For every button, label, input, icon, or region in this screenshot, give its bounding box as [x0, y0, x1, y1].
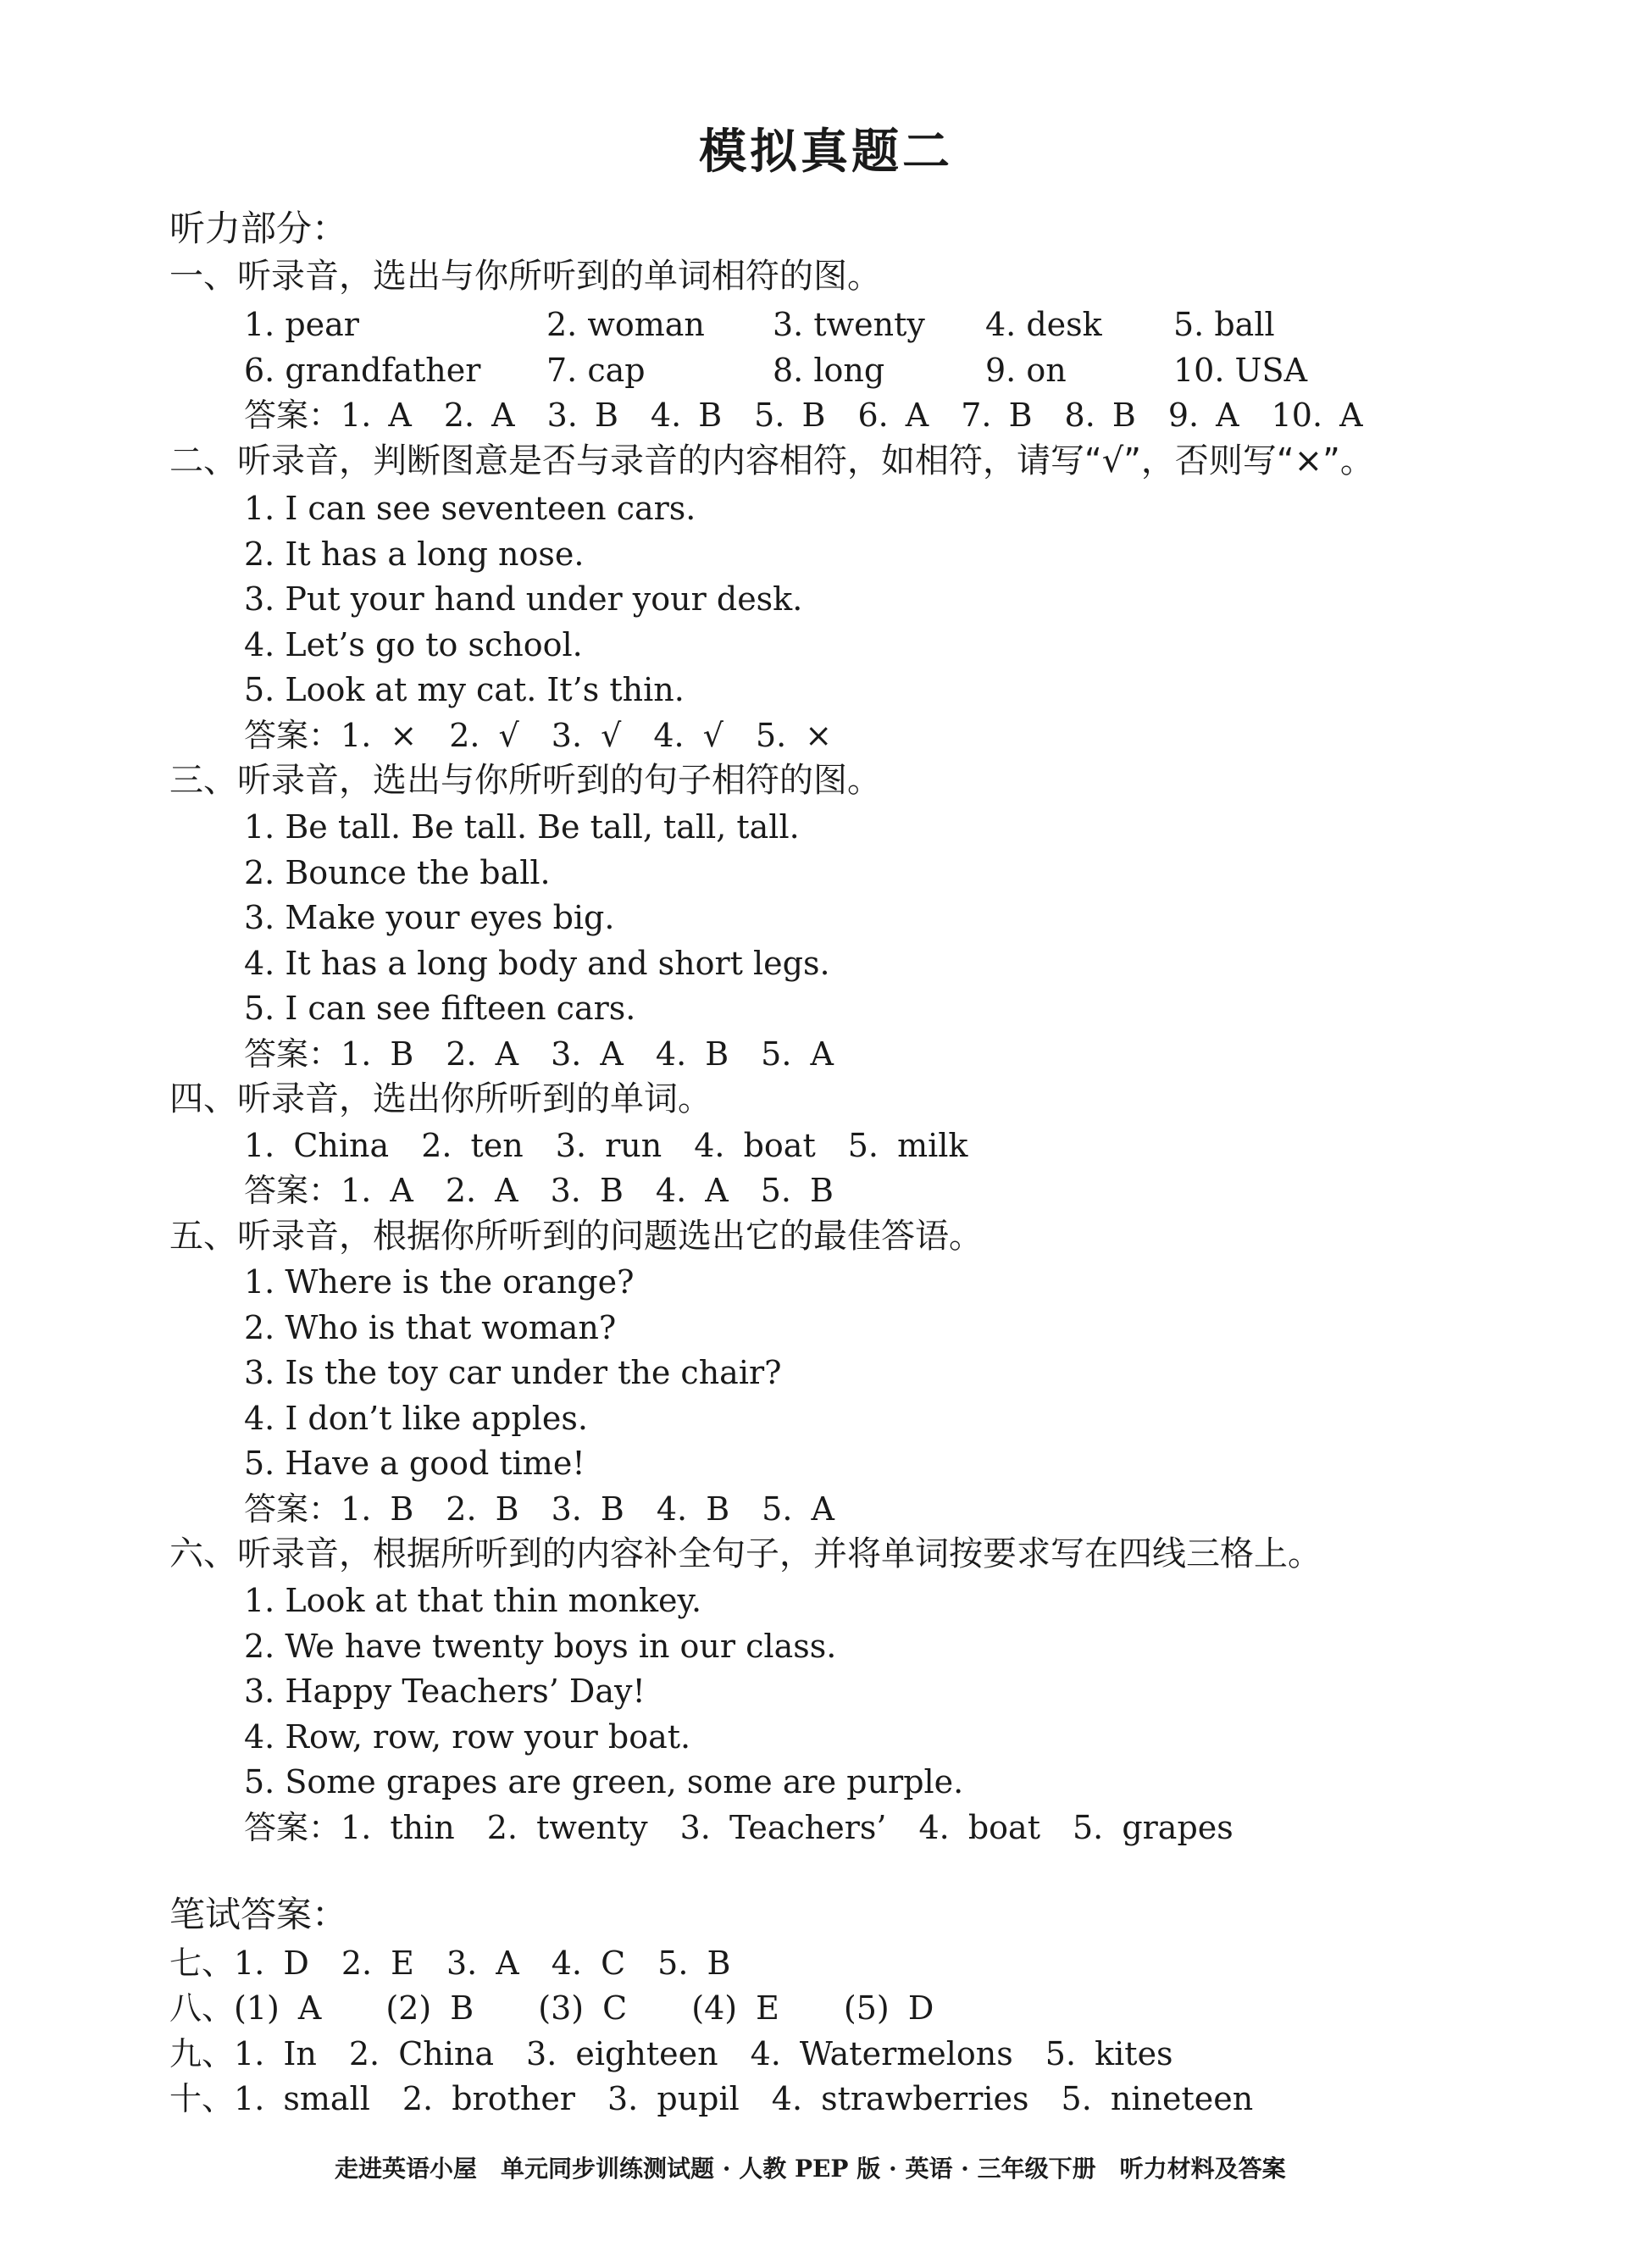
- section-label: 九、: [169, 2035, 235, 2072]
- section-4-heading: 四、听录音，选出你所听到的单词。: [169, 1079, 712, 1118]
- s3-item-2: 2. Bounce the ball.: [244, 854, 551, 891]
- answer: 5. grapes: [1072, 1809, 1233, 1846]
- section-label: 七、: [169, 1945, 235, 1982]
- s1-word-1: 1. pear: [244, 306, 359, 343]
- answer: 3. B: [551, 1490, 624, 1528]
- answer-label: 答案：: [244, 1809, 341, 1846]
- answer: 1. D: [234, 1945, 309, 1982]
- s5-answer-line: [244, 1489, 834, 1529]
- s6-item-1: 1. Look at that thin monkey.: [244, 1582, 702, 1619]
- answer: 3. Teachers’: [679, 1809, 887, 1846]
- answer: 1. A: [341, 397, 412, 434]
- answer: 5. A: [762, 1490, 834, 1528]
- s4-answer-line: [244, 1170, 834, 1211]
- answer: 2. E: [341, 1945, 414, 1982]
- word: 5. milk: [847, 1127, 968, 1164]
- s6-item-2: 2. We have twenty boys in our class.: [244, 1628, 837, 1665]
- answer: 5. ×: [755, 717, 833, 754]
- word: 2. ten: [421, 1127, 524, 1164]
- s2-item-4: 4. Let’s go to school.: [244, 626, 583, 663]
- written-row-8: [169, 1988, 934, 2028]
- s1-answer-line: [244, 395, 1363, 436]
- s1-word-10: 10. USA: [1173, 352, 1308, 389]
- answer: 3. B: [546, 397, 618, 434]
- answer: 6. A: [857, 397, 929, 434]
- word: 3. run: [555, 1127, 662, 1164]
- answer: 4. C: [551, 1945, 626, 1982]
- answer: 5. B: [754, 397, 826, 434]
- s2-item-1: 1. I can see seventeen cars.: [244, 490, 696, 527]
- answer: 3. pupil: [607, 2080, 740, 2117]
- answer: 2. A: [445, 1172, 518, 1209]
- answer-label: 答案：: [244, 1035, 341, 1073]
- answer: 2. √: [449, 717, 519, 754]
- answer: 1. B: [341, 1490, 414, 1528]
- answer: 2. A: [446, 1035, 519, 1073]
- answer-label: 答案：: [244, 397, 341, 434]
- answer-label: 答案：: [244, 1172, 341, 1209]
- answer: 2. brother: [402, 2080, 575, 2117]
- answer: 3. A: [551, 1035, 624, 1073]
- answer: 4. B: [655, 1035, 729, 1073]
- answer: 1. In: [234, 2035, 317, 2072]
- answer: 5. B: [657, 1945, 731, 1982]
- s5-item-5: 5. Have a good time!: [244, 1445, 585, 1482]
- section-3-heading: 三、听录音，选出与你所听到的句子相符的图。: [169, 761, 881, 800]
- answer: 2. A: [443, 397, 515, 434]
- answer: 5. nineteen: [1061, 2080, 1254, 2117]
- answer: 3. A: [446, 1945, 519, 1982]
- answer: 2. China: [348, 2035, 495, 2072]
- s2-item-2: 2. It has a long nose.: [244, 535, 585, 573]
- answer: 4. A: [655, 1172, 729, 1209]
- s1-word-9: 9. on: [985, 352, 1067, 389]
- answer: (1) A: [234, 1989, 322, 2027]
- answer: 1. A: [341, 1172, 413, 1209]
- word: 1. China: [244, 1127, 390, 1164]
- answer: 4. B: [656, 1490, 730, 1528]
- s1-word-5: 5. ball: [1173, 306, 1275, 343]
- s6-item-5: 5. Some grapes are green, some are purple.: [244, 1763, 964, 1800]
- answer: 1. small: [234, 2080, 370, 2117]
- answer: 3. √: [551, 717, 622, 754]
- written-row-9: [169, 2033, 1173, 2074]
- section-1-heading: 一、听录音，选出与你所听到的单词相符的图。: [169, 257, 881, 296]
- s1-word-4: 4. desk: [985, 306, 1102, 343]
- answer: (4) E: [691, 1989, 779, 2027]
- s2-answer-line: [244, 715, 832, 756]
- answer: 4. strawberries: [771, 2080, 1029, 2117]
- written-heading: 笔试答案：: [169, 1894, 348, 1935]
- s5-item-2: 2. Who is that woman?: [244, 1309, 617, 1346]
- answer: 3. B: [550, 1172, 624, 1209]
- s3-item-5: 5. I can see fifteen cars.: [244, 990, 636, 1027]
- answer: 2. B: [446, 1490, 519, 1528]
- s6-item-4: 4. Row, row, row your boat.: [244, 1718, 691, 1756]
- s5-item-3: 3. Is the toy car under the chair?: [244, 1354, 782, 1391]
- section-2-heading: 二、听录音，判断图意是否与录音的内容相符，如相符，请写“√”，否则写“×”。: [169, 441, 1374, 480]
- section-label: 八、: [169, 1989, 235, 2027]
- s5-item-1: 1. Where is the orange?: [244, 1263, 635, 1301]
- section-5-heading: 五、听录音，根据你所听到的问题选出它的最佳答语。: [169, 1217, 983, 1256]
- s1-word-2: 2. woman: [546, 306, 705, 343]
- s1-word-8: 8. long: [773, 352, 885, 389]
- s3-item-4: 4. It has a long body and short legs.: [244, 945, 830, 982]
- answer: 5. B: [760, 1172, 834, 1209]
- s6-answer-line: [244, 1807, 1233, 1848]
- answer-label: 答案：: [244, 717, 341, 754]
- answer: 1. thin: [341, 1809, 455, 1846]
- s1-word-7: 7. cap: [546, 352, 646, 389]
- s2-item-5: 5. Look at my cat. It’s thin.: [244, 671, 685, 708]
- answer: 5. A: [761, 1035, 834, 1073]
- answer: 7. B: [961, 397, 1033, 434]
- section-6-heading: 六、听录音，根据所听到的内容补全句子，并将单词按要求写在四线三格上。: [169, 1534, 1322, 1573]
- s3-answer-line: [244, 1034, 834, 1074]
- answer: 4. boat: [918, 1809, 1040, 1846]
- s2-item-3: 3. Put your hand under your desk.: [244, 580, 803, 618]
- answer: 5. kites: [1045, 2035, 1173, 2072]
- answer: 2. twenty: [486, 1809, 648, 1846]
- written-row-10: [169, 2078, 1253, 2119]
- answer: 9. A: [1167, 397, 1239, 434]
- answer: 8. B: [1064, 397, 1136, 434]
- s1-word-6: 6. grandfather: [244, 352, 481, 389]
- s3-item-3: 3. Make your eyes big.: [244, 899, 615, 936]
- s5-item-4: 4. I don’t like apples.: [244, 1400, 588, 1437]
- page-title: 模拟真题二: [699, 125, 953, 180]
- word: 4. boat: [694, 1127, 816, 1164]
- page-footer: 走进英语小屋 单元同步训练测试题 · 人教 PEP 版 · 英语 · 三年级下册 听力材料及答案: [335, 2155, 1286, 2183]
- answer: 3. eighteen: [526, 2035, 718, 2072]
- answer: 1. B: [341, 1035, 414, 1073]
- answer: 10. A: [1271, 397, 1363, 434]
- s4-items-line: [244, 1125, 967, 1166]
- answer: 4. Watermelons: [750, 2035, 1013, 2072]
- written-row-7: [169, 1943, 730, 1983]
- s3-item-1: 1. Be tall. Be tall. Be tall, tall, tall.: [244, 808, 800, 846]
- answer: (3) C: [538, 1989, 628, 2027]
- s6-item-3: 3. Happy Teachers’ Day!: [244, 1673, 646, 1710]
- listening-heading: 听力部分：: [169, 208, 348, 249]
- s1-word-3: 3. twenty: [773, 306, 925, 343]
- answer: (5) D: [843, 1989, 934, 2027]
- answer: 4. √: [653, 717, 723, 754]
- answer: 4. B: [650, 397, 723, 434]
- section-label: 十、: [169, 2080, 235, 2117]
- answer-label: 答案：: [244, 1490, 341, 1528]
- answer: (2) B: [385, 1989, 474, 2027]
- answer: 1. ×: [341, 717, 418, 754]
